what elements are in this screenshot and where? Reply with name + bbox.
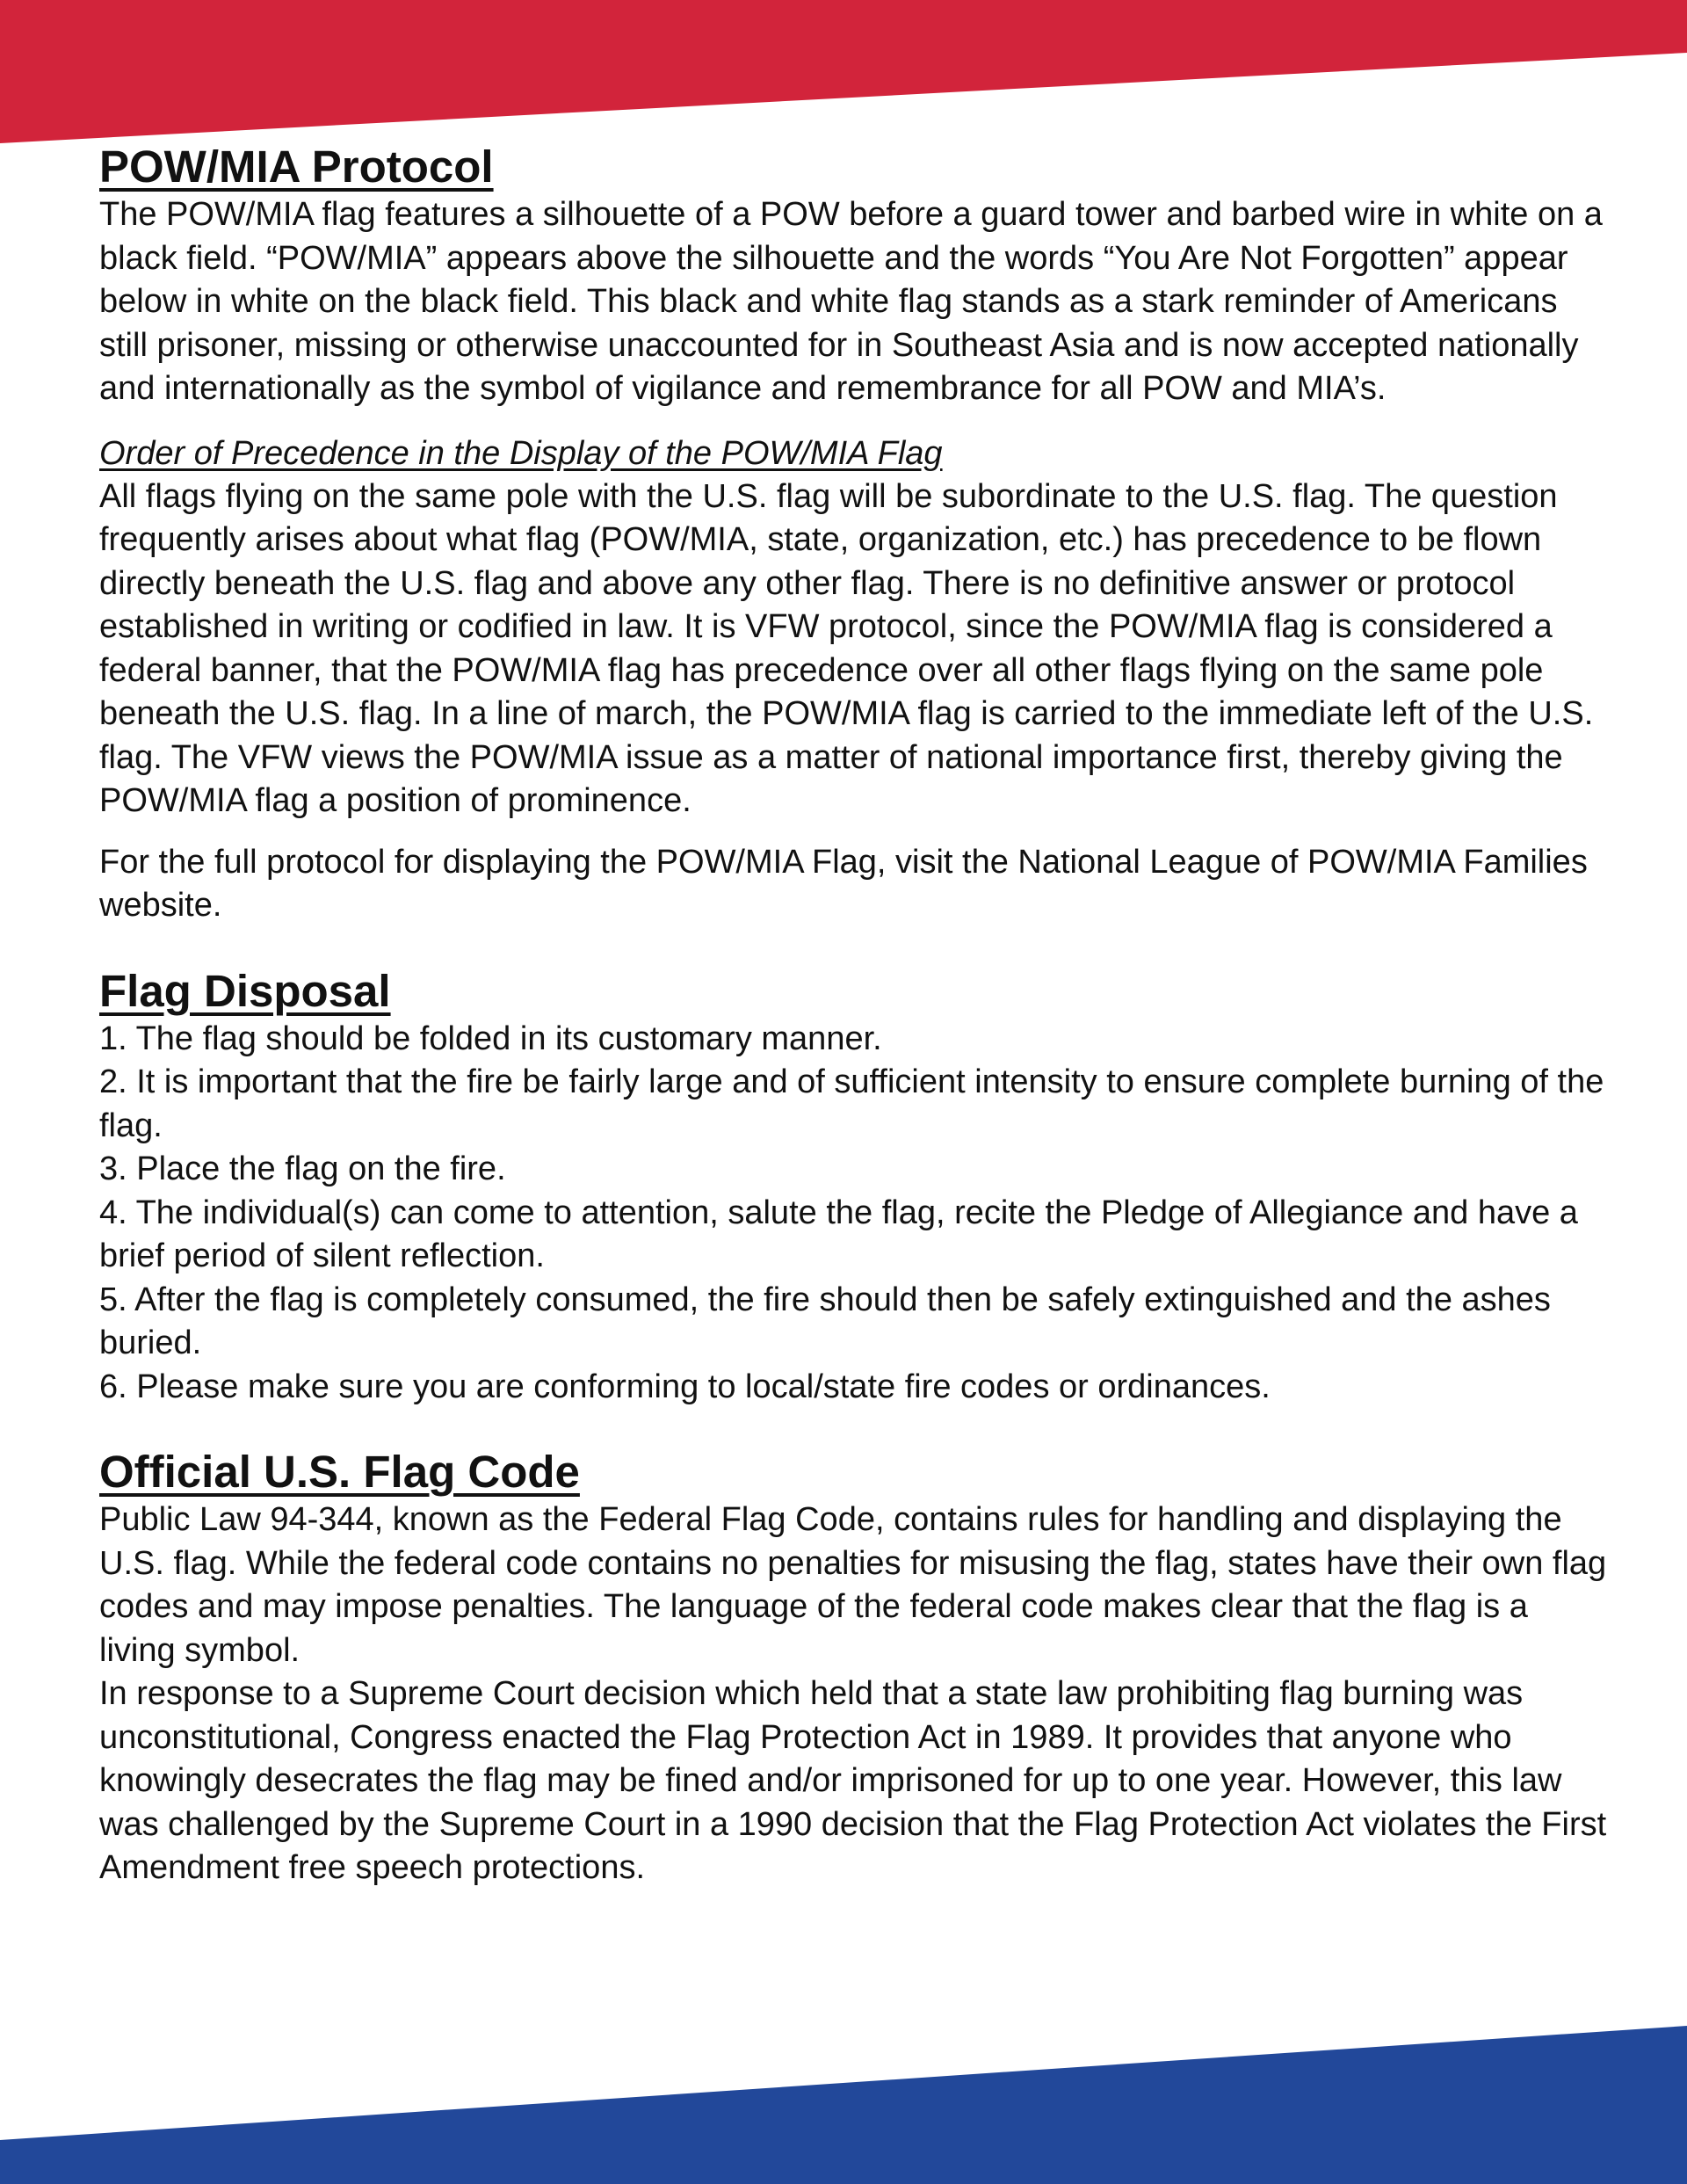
document-body	[99, 141, 1611, 1890]
red-band-shape	[0, 0, 1687, 143]
precedence-paragraph: All flags flying on the same pole with the U.S. flag will be subordinate to the U.S. flag. The question frequently arises about what flag (POW/MIA, state, organization, etc.) has precedence to be flown directly beneath the U.S. flag and above any other flag. There is no definitive answer or protocol established in writing or codified in law. It is VFW protocol, since the POW/MIA flag is considered a federal banner, that the POW/MIA flag has precedence over all other flags flying on the same pole beneath the U.S. flag. In a line of march, the POW/MIA flag is carried to the immediate left of the U.S. flag. The VFW views the POW/MIA issue as a matter of national importance first, thereby giving the POW/MIA flag a position of prominence.	[99, 477, 1594, 819]
flag-code-heading: Official U.S. Flag Code	[99, 1447, 580, 1497]
disposal-step: 2. It is important that the fire be fairly large and of sufficient intensity to ensure complete burning of the flag.	[99, 1063, 1604, 1144]
precedence-subheading: Order of Precedence in the Display of the POW/MIA Flag	[99, 434, 943, 472]
blue-band-shape	[0, 2026, 1687, 2184]
pow-mia-intro: The POW/MIA flag features a silhouette of a POW before a guard tower and barbed wire in white on a black field. “POW/MIA” appears above the silhouette and the words “You Are Not Forgotten” appear below in white on the black field. This black and white flag stands as a stark reminder of Americans still prisoner, missing or otherwise unaccounted for in Southeast Asia and is now accepted nationally and internationally as the symbol of vigilance and remembrance for all POW and MIA’s.	[99, 196, 1603, 407]
blue-footer-band	[0, 2026, 1687, 2184]
disposal-step: 6. Please make sure you are conforming to local/state fire codes or ordinances.	[99, 1368, 1271, 1405]
flag-code-paragraph-2: In response to a Supreme Court decision which held that a state law prohibiting flag burning was unconstitutional, Congress enacted the Flag Protection Act in 1989. It provides that anyone who knowingly desecrates the flag may be fined and/or imprisoned for up to one year. However, this law was challenged by the Supreme Court in a 1990 decision that the Flag Protection Act violates the First Amendment free speech protections.	[99, 1675, 1607, 1886]
disposal-step: 3. Place the flag on the fire.	[99, 1150, 506, 1187]
disposal-step: 4. The individual(s) can come to attention, salute the flag, recite the Pledge of Allegiance and have a brief period of silent reflection.	[99, 1194, 1578, 1274]
pow-mia-heading: POW/MIA Protocol	[99, 141, 494, 192]
full-protocol-paragraph: For the full protocol for displaying the POW/MIA Flag, visit the National League of POW/MIA Families website.	[99, 843, 1588, 924]
red-header-band	[0, 0, 1687, 145]
disposal-step: 1. The flag should be folded in its customary manner.	[99, 1019, 882, 1057]
disposal-steps-list	[99, 1018, 1611, 1410]
flag-code-paragraph-1: Public Law 94-344, known as the Federal Flag Code, contains rules for handling and displaying the U.S. flag. While the federal code contains no penalties for misusing the flag, states have their own flag codes and may impose penalties. The language of the federal code makes clear that the flag is a living symbol.	[99, 1501, 1607, 1669]
disposal-step: 5. After the flag is completely consumed, the fire should then be safely extinguished and the ashes buried.	[99, 1281, 1551, 1361]
flag-disposal-heading: Flag Disposal	[99, 965, 391, 1016]
